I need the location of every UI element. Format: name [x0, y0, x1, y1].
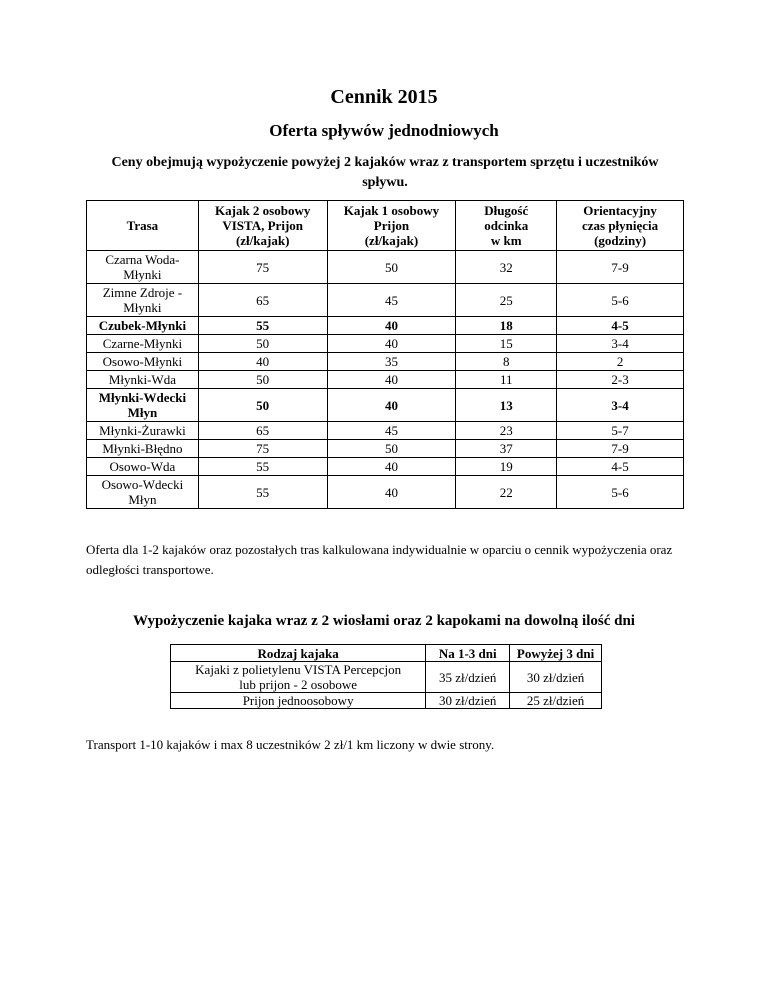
price-kayak-2-cell: 50: [198, 335, 327, 353]
distance-cell: 19: [456, 458, 557, 476]
route-name-cell: Czubek-Młynki: [87, 317, 199, 335]
duration-cell: 2: [557, 353, 684, 371]
distance-cell: 13: [456, 389, 557, 422]
price-kayak-1-cell: 40: [327, 389, 456, 422]
route-row: [87, 458, 684, 476]
offer-text: Oferta dla 1-2 kajaków oraz pozostałych tras kalkulowana indywidualnie w oparciu o cennik wypożyczenia oraz odległości transportowe.: [86, 542, 673, 577]
header-1-3-days: Na 1-3 dni: [426, 645, 510, 662]
price-1-3-days-cell: 30 zł/dzień: [426, 693, 510, 709]
distance-cell: 23: [456, 422, 557, 440]
price-kayak-2-cell: 50: [198, 389, 327, 422]
route-row: [87, 284, 684, 317]
price-kayak-1-cell: 40: [327, 317, 456, 335]
price-over-3-days-cell: 30 zł/dzień: [510, 662, 602, 693]
kayak-type-cell: Kajaki z polietylenu VISTA Percepcjon lub prijon - 2 osobowe: [171, 662, 426, 693]
duration-cell: 5-6: [557, 476, 684, 509]
rental-price-table: [170, 644, 602, 709]
duration-cell: 3-4: [557, 335, 684, 353]
route-name-cell: Zimne Zdroje - Młynki: [87, 284, 199, 317]
header-distance: Długość odcinka w km: [456, 201, 557, 251]
route-name-cell: Młynki-Wdecki Młyn: [87, 389, 199, 422]
duration-cell: 3-4: [557, 389, 684, 422]
duration-cell: 7-9: [557, 440, 684, 458]
duration-cell: 2-3: [557, 371, 684, 389]
price-kayak-1-cell: 45: [327, 422, 456, 440]
duration-cell: 7-9: [557, 251, 684, 284]
header-route: Trasa: [87, 201, 199, 251]
price-kayak-1-cell: 50: [327, 251, 456, 284]
price-kayak-2-cell: 50: [198, 371, 327, 389]
route-row: [87, 371, 684, 389]
route-name-cell: Czarna Woda- Młynki: [87, 251, 199, 284]
price-note: Ceny obejmują wypożyczenie powyżej 2 kajaków wraz z transportem sprzętu i uczestników spływu.: [111, 155, 659, 190]
rental-row: [171, 662, 602, 693]
route-row: [87, 440, 684, 458]
price-kayak-1-cell: 45: [327, 284, 456, 317]
route-row: [87, 476, 684, 509]
duration-cell: 4-5: [557, 317, 684, 335]
route-name-cell: Młynki-Żurawki: [87, 422, 199, 440]
price-kayak-1-cell: 40: [327, 476, 456, 509]
price-kayak-2-cell: 55: [198, 317, 327, 335]
routes-header-row: [87, 201, 684, 251]
distance-cell: 15: [456, 335, 557, 353]
header-kayak-1: Kajak 1 osobowy Prijon (zł/kajak): [327, 201, 456, 251]
rental-row: [171, 693, 602, 709]
route-name-cell: Młynki-Błędno: [87, 440, 199, 458]
price-kayak-2-cell: 65: [198, 422, 327, 440]
price-kayak-1-cell: 50: [327, 440, 456, 458]
route-name-cell: Osowo-Młynki: [87, 353, 199, 371]
route-row: [87, 335, 684, 353]
route-row: [87, 353, 684, 371]
header-over-3-days: Powyżej 3 dni: [510, 645, 602, 662]
kayak-type-cell: Prijon jednoosobowy: [171, 693, 426, 709]
price-kayak-2-cell: 75: [198, 440, 327, 458]
price-kayak-1-cell: 40: [327, 371, 456, 389]
route-name-cell: Młynki-Wda: [87, 371, 199, 389]
route-row: [87, 251, 684, 284]
route-name-cell: Czarne-Młynki: [87, 335, 199, 353]
rental-header-row: [171, 645, 602, 662]
distance-cell: 8: [456, 353, 557, 371]
routes-price-table: [86, 200, 684, 509]
header-kayak-2: Kajak 2 osobowy VISTA, Prijon (zł/kajak): [198, 201, 327, 251]
distance-cell: 22: [456, 476, 557, 509]
route-row: [87, 422, 684, 440]
header-kayak-type: Rodzaj kajaka: [171, 645, 426, 662]
duration-cell: 5-7: [557, 422, 684, 440]
header-duration: Orientacyjny czas płynięcia (godziny): [557, 201, 684, 251]
price-kayak-2-cell: 65: [198, 284, 327, 317]
transport-text: Transport 1-10 kajaków i max 8 uczestników 2 zł/1 km liczony w dwie strony.: [86, 737, 495, 752]
distance-cell: 11: [456, 371, 557, 389]
price-kayak-1-cell: 40: [327, 335, 456, 353]
price-kayak-2-cell: 55: [198, 476, 327, 509]
rental-title: Wypożyczenie kajaka wraz z 2 wiosłami oraz 2 kapokami na dowolną ilość dni: [133, 613, 635, 629]
price-kayak-2-cell: 40: [198, 353, 327, 371]
price-kayak-2-cell: 75: [198, 251, 327, 284]
price-kayak-1-cell: 40: [327, 458, 456, 476]
route-row: [87, 389, 684, 422]
distance-cell: 32: [456, 251, 557, 284]
distance-cell: 18: [456, 317, 557, 335]
price-kayak-1-cell: 35: [327, 353, 456, 371]
duration-cell: 4-5: [557, 458, 684, 476]
route-row: [87, 317, 684, 335]
route-name-cell: Osowo-Wda: [87, 458, 199, 476]
price-kayak-2-cell: 55: [198, 458, 327, 476]
route-name-cell: Osowo-Wdecki Młyn: [87, 476, 199, 509]
page-subtitle: Oferta spływów jednodniowych: [269, 121, 499, 140]
price-over-3-days-cell: 25 zł/dzień: [510, 693, 602, 709]
distance-cell: 25: [456, 284, 557, 317]
price-1-3-days-cell: 35 zł/dzień: [426, 662, 510, 693]
distance-cell: 37: [456, 440, 557, 458]
duration-cell: 5-6: [557, 284, 684, 317]
page-title: Cennik 2015: [330, 86, 438, 108]
